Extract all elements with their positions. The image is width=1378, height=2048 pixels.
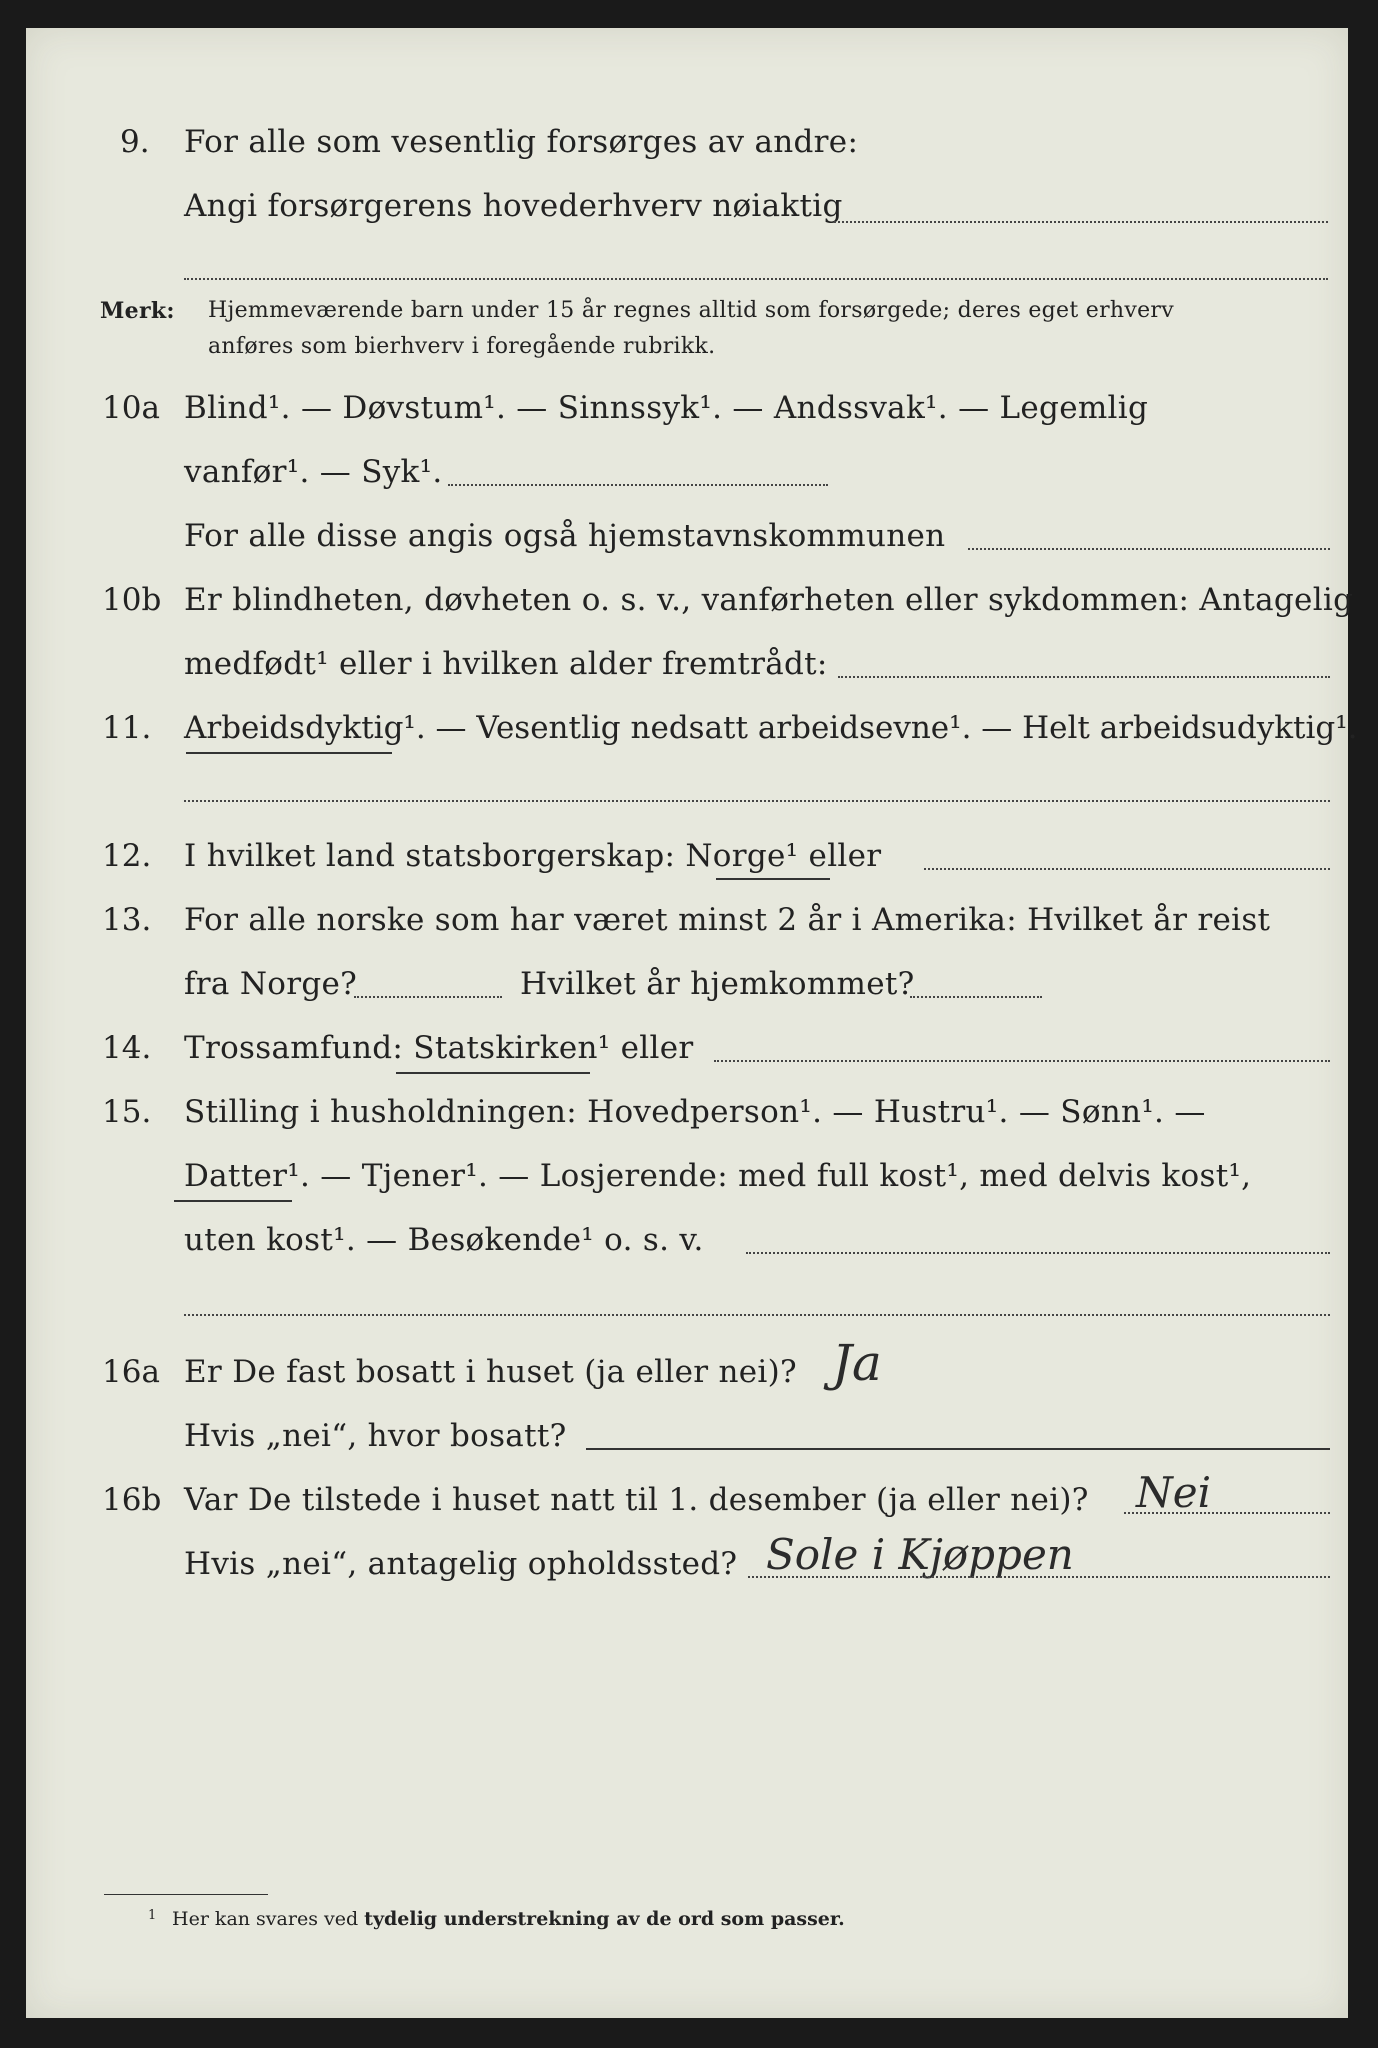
q13-departure-line xyxy=(354,996,502,998)
q16a-line2: Hvis „nei“, hvor bosatt? xyxy=(184,1418,567,1454)
q16b-place-line xyxy=(748,1576,1330,1578)
q11-underline-arbeidsdyktig xyxy=(186,752,392,754)
q16b-handwritten-answer: Nei xyxy=(1136,1468,1212,1517)
merk-line1: Hjemmeværende barn under 15 år regnes alltid som forsørgede; deres eget erhverv xyxy=(208,298,1174,323)
q12-underline-norge xyxy=(716,878,830,880)
q15-line1: Stilling i husholdningen: Hovedperson¹. — Hustru¹. — Sønn¹. — xyxy=(184,1094,1206,1130)
q12-line1: I hvilket land statsborgerskap: Norge¹ eller xyxy=(184,838,882,874)
q9-line2: Angi forsørgerens hovederhverv nøiaktig xyxy=(184,188,843,224)
census-form-page xyxy=(26,28,1358,2018)
q9-answer-line-2 xyxy=(184,278,1328,280)
q12-answer-line xyxy=(924,868,1330,870)
q10b-line1: Er blindheten, døvheten o. s. v., vanførheten eller sykdommen: Antagelig xyxy=(184,582,1354,618)
q15-answer-line-2 xyxy=(184,1314,1330,1316)
q14-answer-line xyxy=(714,1060,1330,1062)
q16b-line2: Hvis „nei“, antagelig opholdssted? xyxy=(184,1546,738,1582)
q16b-handwritten-place: Sole i Kjøppen xyxy=(766,1530,1074,1579)
q12-number: 12. xyxy=(102,838,152,874)
q10a-answer-line xyxy=(448,484,828,486)
q10b-line2: medfødt¹ eller i hvilken alder fremtrådt: xyxy=(184,646,828,682)
q10a-line2: vanfør¹. — Syk¹. xyxy=(184,454,443,490)
q9-answer-line xyxy=(834,221,1328,223)
q16a-line1: Er De fast bosatt i huset (ja eller nei)? xyxy=(184,1354,797,1390)
q11-answer-line xyxy=(184,800,1330,802)
q15-number: 15. xyxy=(102,1094,152,1130)
q13-line2b: Hvilket år hjemkommet? xyxy=(520,966,915,1002)
q16a-answer-line xyxy=(586,1448,1330,1450)
q15-underline-datter xyxy=(174,1200,292,1202)
merk-line2: anføres som bierhverv i foregående rubrikk. xyxy=(208,334,716,359)
q10a-line3: For alle disse angis også hjemstavnskommunen xyxy=(184,518,946,554)
q16b-number: 16b xyxy=(102,1482,162,1518)
q13-line1: For alle norske som har været minst 2 år i Amerika: Hvilket år reist xyxy=(184,902,1271,938)
q13-return-line xyxy=(910,996,1042,998)
q16a-number: 16a xyxy=(102,1354,160,1390)
q14-underline-statskirken xyxy=(396,1072,590,1074)
q10a-hometown-line xyxy=(968,548,1330,550)
q11-line1: Arbeidsdyktig¹. — Vesentlig nedsatt arbeidsevne¹. — Helt arbeidsudyktig¹. xyxy=(184,710,1358,746)
q13-line2a: fra Norge? xyxy=(184,966,358,1002)
q15-line3: uten kost¹. — Besøkende¹ o. s. v. xyxy=(184,1222,704,1258)
q13-number: 13. xyxy=(102,902,152,938)
q10b-answer-line xyxy=(838,676,1330,678)
footnote-text-b: tydelig understrekning av de ord som passer. xyxy=(364,1908,845,1930)
q14-line1: Trossamfund: Statskirken¹ eller xyxy=(184,1030,694,1066)
footnote-mark: 1 xyxy=(148,1908,157,1923)
footnote-rule xyxy=(104,1894,268,1895)
q16b-answer-line xyxy=(1124,1512,1330,1514)
q10a-number: 10a xyxy=(102,390,160,426)
q9-number: 9. xyxy=(120,124,150,160)
q16b-line1: Var De tilstede i huset natt til 1. desember (ja eller nei)? xyxy=(184,1482,1089,1518)
q16a-handwritten-answer: Ja xyxy=(832,1334,882,1392)
footnote-text-a: Her kan svares ved xyxy=(172,1908,365,1930)
q10b-number: 10b xyxy=(102,582,162,618)
q11-number: 11. xyxy=(102,710,152,746)
q14-number: 14. xyxy=(102,1030,152,1066)
merk-label: Merk: xyxy=(100,298,175,324)
q9-line1: For alle som vesentlig forsørges av andre: xyxy=(184,124,859,160)
q15-answer-line xyxy=(746,1252,1330,1254)
footnote-text xyxy=(172,1908,845,1930)
q15-line2: Datter¹. — Tjener¹. — Losjerende: med full kost¹, med delvis kost¹, xyxy=(184,1158,1252,1194)
q10a-line1: Blind¹. — Døvstum¹. — Sinnssyk¹. — Andssvak¹. — Legemlig xyxy=(184,390,1149,426)
